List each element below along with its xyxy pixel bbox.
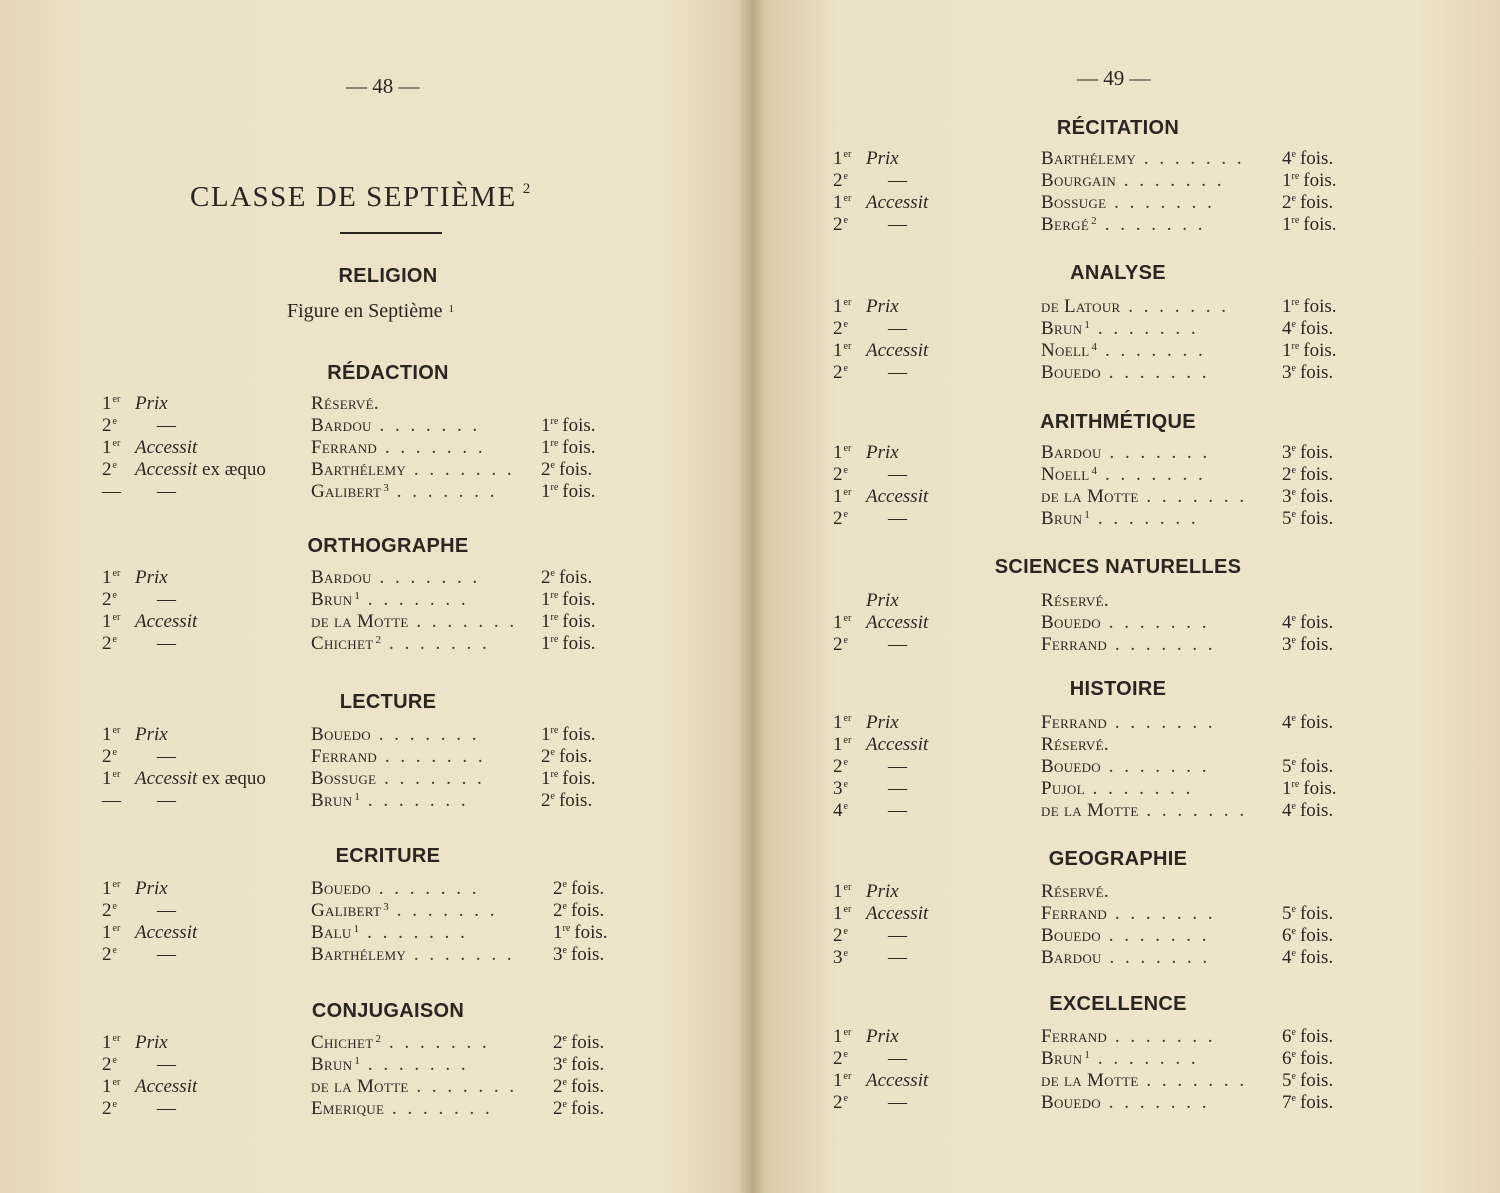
award-type: Prix: [866, 712, 899, 733]
rank: 1er: [102, 611, 121, 632]
pupil-name: Ferrand . . . . . . .: [311, 437, 486, 458]
pupil-name: Brun $^1$ . . . . . . .: [311, 790, 469, 811]
award-type: —: [888, 778, 907, 799]
times-count: 4e fois.: [1282, 947, 1334, 968]
page-48: [0, 0, 745, 1193]
heading-geographie: GEOGRAPHIE: [1048, 848, 1188, 870]
rank: 1er: [102, 1032, 121, 1053]
heading-redaction: RÉDACTION: [327, 362, 449, 384]
rank: 1er: [833, 881, 852, 902]
pupil-name: Emerique . . . . . . .: [311, 1098, 493, 1119]
award-type: Accessit: [866, 734, 929, 755]
rank: 1er: [102, 437, 121, 458]
rank: 2e: [102, 1098, 117, 1119]
times-count: 2e fois.: [553, 900, 605, 921]
award-type: Prix: [866, 1026, 899, 1047]
times-count: 4e fois.: [1282, 800, 1334, 821]
pupil-name: Ferrand . . . . . . .: [1041, 634, 1216, 655]
award-type: Accessit: [866, 192, 929, 213]
pupil-name: Bouedo . . . . . . .: [311, 724, 480, 745]
award-type: —: [157, 415, 176, 436]
pupil-name: Bouedo . . . . . . .: [1041, 756, 1210, 777]
rank: 1er: [102, 724, 121, 745]
page-number: — 48 —: [346, 74, 420, 98]
heading-arithmetique: ARITHMÉTIQUE: [1040, 411, 1196, 433]
pupil-name: Bouedo . . . . . . .: [1041, 362, 1210, 383]
award-type: —: [157, 589, 176, 610]
pupil-name: Chichet $^2$ . . . . . . .: [311, 633, 490, 654]
times-count: 3e fois.: [553, 944, 605, 965]
pupil-name: Réservé.: [1041, 881, 1109, 902]
rank: 2e: [102, 415, 117, 436]
times-count: 1re fois.: [1282, 296, 1337, 317]
footnote-mark: 3: [383, 482, 390, 494]
pupil-name: Brun $^1$ . . . . . . .: [1041, 318, 1199, 339]
rank: —: [102, 790, 121, 811]
award-type: —: [157, 481, 176, 502]
times-count: 1re fois.: [1282, 214, 1337, 235]
award-type: —: [888, 800, 907, 821]
times-count: 1re fois.: [541, 724, 596, 745]
award-type: Accessit: [866, 340, 929, 361]
pupil-name: Bouedo . . . . . . .: [311, 878, 480, 899]
pupil-name: Barthélemy . . . . . . .: [1041, 148, 1245, 169]
pupil-name: Ferrand . . . . . . .: [1041, 712, 1216, 733]
heading-excellence: EXCELLENCE: [1049, 993, 1187, 1015]
award-type: —: [888, 1048, 907, 1069]
times-count: 6e fois.: [1282, 1026, 1334, 1047]
award-type: Accessit ex æquo: [135, 459, 266, 480]
rank: 2e: [833, 634, 848, 655]
award-type: Prix: [866, 148, 899, 169]
pupil-name: Noell $^4$ . . . . . . .: [1041, 340, 1206, 361]
footnote-mark: 1: [448, 303, 455, 315]
times-count: 4e fois.: [1282, 148, 1334, 169]
times-count: 3e fois.: [553, 1054, 605, 1075]
pupil-name: Bergé $^2$ . . . . . . .: [1041, 214, 1206, 235]
page-49: [755, 0, 1500, 1193]
rank: 4e: [833, 800, 848, 821]
rank: 1er: [833, 192, 852, 213]
award-type: Accessit: [866, 903, 929, 924]
pupil-name: Balu $^1$ . . . . . . .: [311, 922, 468, 943]
pupil-name: de la Motte . . . . . . .: [1041, 486, 1248, 507]
award-type: —: [888, 756, 907, 777]
footnote-mark: 1: [1084, 1049, 1091, 1061]
times-count: 2e fois.: [1282, 192, 1334, 213]
award-type: Prix: [866, 442, 899, 463]
rank: 2e: [833, 925, 848, 946]
pupil-name: Réservé.: [1041, 734, 1109, 755]
rank: 2e: [833, 1092, 848, 1113]
rank: 1er: [833, 148, 852, 169]
rank: 2e: [102, 589, 117, 610]
times-count: 4e fois.: [1282, 318, 1334, 339]
rank: 2e: [833, 756, 848, 777]
pupil-name: Bossuge . . . . . . .: [1041, 192, 1215, 213]
pupil-name: Galibert $^3$ . . . . . . .: [311, 481, 498, 502]
footnote-mark: 2: [1091, 215, 1097, 227]
rank: 1er: [833, 1026, 852, 1047]
times-count: 2e fois.: [553, 1032, 605, 1053]
award-type: Accessit: [135, 922, 198, 943]
footnote-mark: 1: [1084, 509, 1091, 521]
pupil-name: de la Motte . . . . . . .: [311, 611, 518, 632]
heading-histoire: HISTOIRE: [1069, 678, 1167, 700]
footnote-mark: 3: [383, 901, 390, 913]
heading-sciences-naturelles: SCIENCES NATURELLES: [994, 556, 1242, 578]
times-count: 3e fois.: [1282, 442, 1334, 463]
award-type: Accessit: [135, 611, 198, 632]
award-type: —: [888, 1092, 907, 1113]
rank: 1er: [102, 567, 121, 588]
times-count: 1re fois.: [553, 922, 608, 943]
rank: 1er: [102, 922, 121, 943]
award-type: —: [888, 362, 907, 383]
award-type: —: [888, 508, 907, 529]
pupil-name: de la Motte . . . . . . .: [311, 1076, 518, 1097]
pupil-name: Barthélemy . . . . . . .: [311, 944, 515, 965]
award-type: —: [888, 947, 907, 968]
rank: 1er: [833, 1070, 852, 1091]
award-type: —: [157, 790, 176, 811]
rank: 2e: [102, 1054, 117, 1075]
award-type: —: [888, 634, 907, 655]
pupil-name: Ferrand . . . . . . .: [1041, 903, 1216, 924]
award-type: Prix: [135, 393, 168, 414]
rank: 2e: [102, 746, 117, 767]
award-type: —: [888, 170, 907, 191]
pupil-name: Bouedo . . . . . . .: [1041, 925, 1210, 946]
pupil-name: Bossuge . . . . . . .: [311, 768, 485, 789]
pupil-name: Galibert $^3$ . . . . . . .: [311, 900, 498, 921]
heading-lecture: LECTURE: [339, 691, 437, 713]
pupil-name: Réservé.: [311, 393, 379, 414]
rank: 2e: [833, 214, 848, 235]
rank: 2e: [102, 459, 117, 480]
award-type: Accessit ex æquo: [135, 768, 266, 789]
award-type: —: [888, 925, 907, 946]
award-type: —: [157, 633, 176, 654]
pupil-name: Ferrand . . . . . . .: [311, 746, 486, 767]
pupil-name: Bardou . . . . . . .: [1041, 442, 1211, 463]
times-count: 2e fois.: [541, 567, 593, 588]
footnote-mark: 2: [375, 634, 382, 646]
times-count: 1re fois.: [1282, 340, 1337, 361]
award-type: Prix: [866, 296, 899, 317]
footnote-mark: 2: [522, 181, 532, 197]
times-count: 5e fois.: [1282, 508, 1334, 529]
title-rule: [340, 232, 442, 234]
times-count: 6e fois.: [1282, 1048, 1334, 1069]
times-count: 3e fois.: [1282, 486, 1334, 507]
religion-note: Figure en Septième $^1$: [287, 300, 455, 322]
times-count: 3e fois.: [1282, 362, 1334, 383]
rank: 2e: [833, 1048, 848, 1069]
award-type: —: [157, 900, 176, 921]
pupil-name: Bardou . . . . . . .: [1041, 947, 1211, 968]
pupil-name: Brun $^1$ . . . . . . .: [1041, 1048, 1199, 1069]
pupil-name: de Latour . . . . . . .: [1041, 296, 1229, 317]
rank: 2e: [833, 508, 848, 529]
times-count: 1re fois.: [541, 437, 596, 458]
award-type: —: [157, 1054, 176, 1075]
footnote-mark: 2: [375, 1033, 382, 1045]
heading-recitation: RÉCITATION: [1056, 117, 1180, 139]
times-count: 1re fois.: [541, 768, 596, 789]
footnote-mark: 4: [1091, 465, 1098, 477]
pupil-name: Brun $^1$ . . . . . . .: [311, 1054, 469, 1075]
rank: [833, 590, 865, 612]
times-count: 2e fois.: [553, 878, 605, 899]
pupil-name: Noell $^4$ . . . . . . .: [1041, 464, 1206, 485]
award-type: Accessit: [866, 612, 929, 633]
times-count: 2e fois.: [541, 790, 593, 811]
times-count: 3e fois.: [1282, 634, 1334, 655]
award-type: Prix: [135, 567, 168, 588]
award-type: Accessit: [135, 437, 198, 458]
times-count: 2e fois.: [553, 1076, 605, 1097]
times-count: 2e fois.: [553, 1098, 605, 1119]
rank: 2e: [833, 464, 848, 485]
pupil-name: Bouedo . . . . . . .: [1041, 612, 1210, 633]
award-type: Accessit: [866, 1070, 929, 1091]
times-count: 1re fois.: [1282, 170, 1337, 191]
award-type: Accessit: [866, 486, 929, 507]
award-type: Prix: [135, 1032, 168, 1053]
award-type: —: [888, 214, 907, 235]
rank: 2e: [833, 170, 848, 191]
footnote-mark: 1: [1084, 319, 1091, 331]
rank: 1er: [833, 340, 852, 361]
times-count: 5e fois.: [1282, 756, 1334, 777]
award-type: Prix: [866, 881, 899, 902]
times-count: 1re fois.: [541, 589, 596, 610]
times-count: 2e fois.: [541, 746, 593, 767]
rank: 1er: [833, 903, 852, 924]
heading-religion: RELIGION: [338, 265, 438, 287]
rank: 2e: [833, 318, 848, 339]
rank: 1er: [833, 296, 852, 317]
heading-ecriture: ECRITURE: [335, 845, 441, 867]
times-count: 4e fois.: [1282, 612, 1334, 633]
pupil-name: Bardou . . . . . . .: [311, 567, 481, 588]
footnote-mark: 1: [354, 1055, 361, 1067]
times-count: 5e fois.: [1282, 1070, 1334, 1091]
rank: 1er: [833, 712, 852, 733]
pupil-name: de la Motte . . . . . . .: [1041, 1070, 1248, 1091]
award-type: —: [157, 746, 176, 767]
award-type: Accessit: [135, 1076, 198, 1097]
rank: 1er: [833, 612, 852, 633]
times-count: 1re fois.: [1282, 778, 1337, 799]
rank: 1er: [833, 486, 852, 507]
times-count: 1re fois.: [541, 633, 596, 654]
rank: 1er: [833, 442, 852, 463]
heading-analyse: ANALYSE: [1070, 262, 1166, 284]
times-count: 1re fois.: [541, 481, 596, 502]
pupil-name: de la Motte . . . . . . .: [1041, 800, 1248, 821]
times-count: 6e fois.: [1282, 925, 1334, 946]
heading-conjugaison: CONJUGAISON: [311, 1000, 465, 1022]
times-count: 5e fois.: [1282, 903, 1334, 924]
pupil-name: Réservé.: [1041, 590, 1109, 611]
pupil-name: Barthélemy . . . . . . .: [311, 459, 515, 480]
pupil-name: Brun $^1$ . . . . . . .: [311, 589, 469, 610]
rank: 3e: [833, 778, 848, 799]
page-number: — 49 —: [1077, 66, 1151, 90]
rank: 1er: [833, 734, 852, 755]
rank: 1er: [102, 393, 121, 414]
award-type: Prix: [866, 590, 899, 611]
heading-orthographe: ORTHOGRAPHE: [307, 535, 469, 557]
times-count: 1re fois.: [541, 415, 596, 436]
rank: 1er: [102, 768, 121, 789]
rank: 2e: [102, 900, 117, 921]
rank: 2e: [102, 944, 117, 965]
pupil-name: Bourgain . . . . . . .: [1041, 170, 1225, 191]
rank: 2e: [102, 633, 117, 654]
pupil-name: Ferrand . . . . . . .: [1041, 1026, 1216, 1047]
footnote-mark: 1: [354, 590, 361, 602]
award-type: Prix: [135, 878, 168, 899]
rank: 3e: [833, 947, 848, 968]
award-type: —: [157, 944, 176, 965]
rank: —: [102, 481, 121, 502]
award-type: —: [888, 464, 907, 485]
times-count: 1re fois.: [541, 611, 596, 632]
times-count: 7e fois.: [1282, 1092, 1334, 1113]
pupil-name: Chichet $^2$ . . . . . . .: [311, 1032, 490, 1053]
footnote-mark: 1: [353, 923, 360, 935]
rank: 2e: [833, 362, 848, 383]
rank: 1er: [102, 878, 121, 899]
times-count: 2e fois.: [541, 459, 593, 480]
pupil-name: Brun $^1$ . . . . . . .: [1041, 508, 1199, 529]
pupil-name: Bouedo . . . . . . .: [1041, 1092, 1210, 1113]
times-count: 4e fois.: [1282, 712, 1334, 733]
rank: 1er: [102, 1076, 121, 1097]
pupil-name: Pujol . . . . . . .: [1041, 778, 1194, 799]
class-title: CLASSE DE SEPTIÈME $^2$: [190, 181, 532, 213]
award-type: Prix: [135, 724, 168, 745]
award-type: —: [888, 318, 907, 339]
pupil-name: Bardou . . . . . . .: [311, 415, 481, 436]
award-type: —: [157, 1098, 176, 1119]
times-count: 2e fois.: [1282, 464, 1334, 485]
footnote-mark: 1: [354, 791, 361, 803]
footnote-mark: 4: [1091, 341, 1098, 353]
